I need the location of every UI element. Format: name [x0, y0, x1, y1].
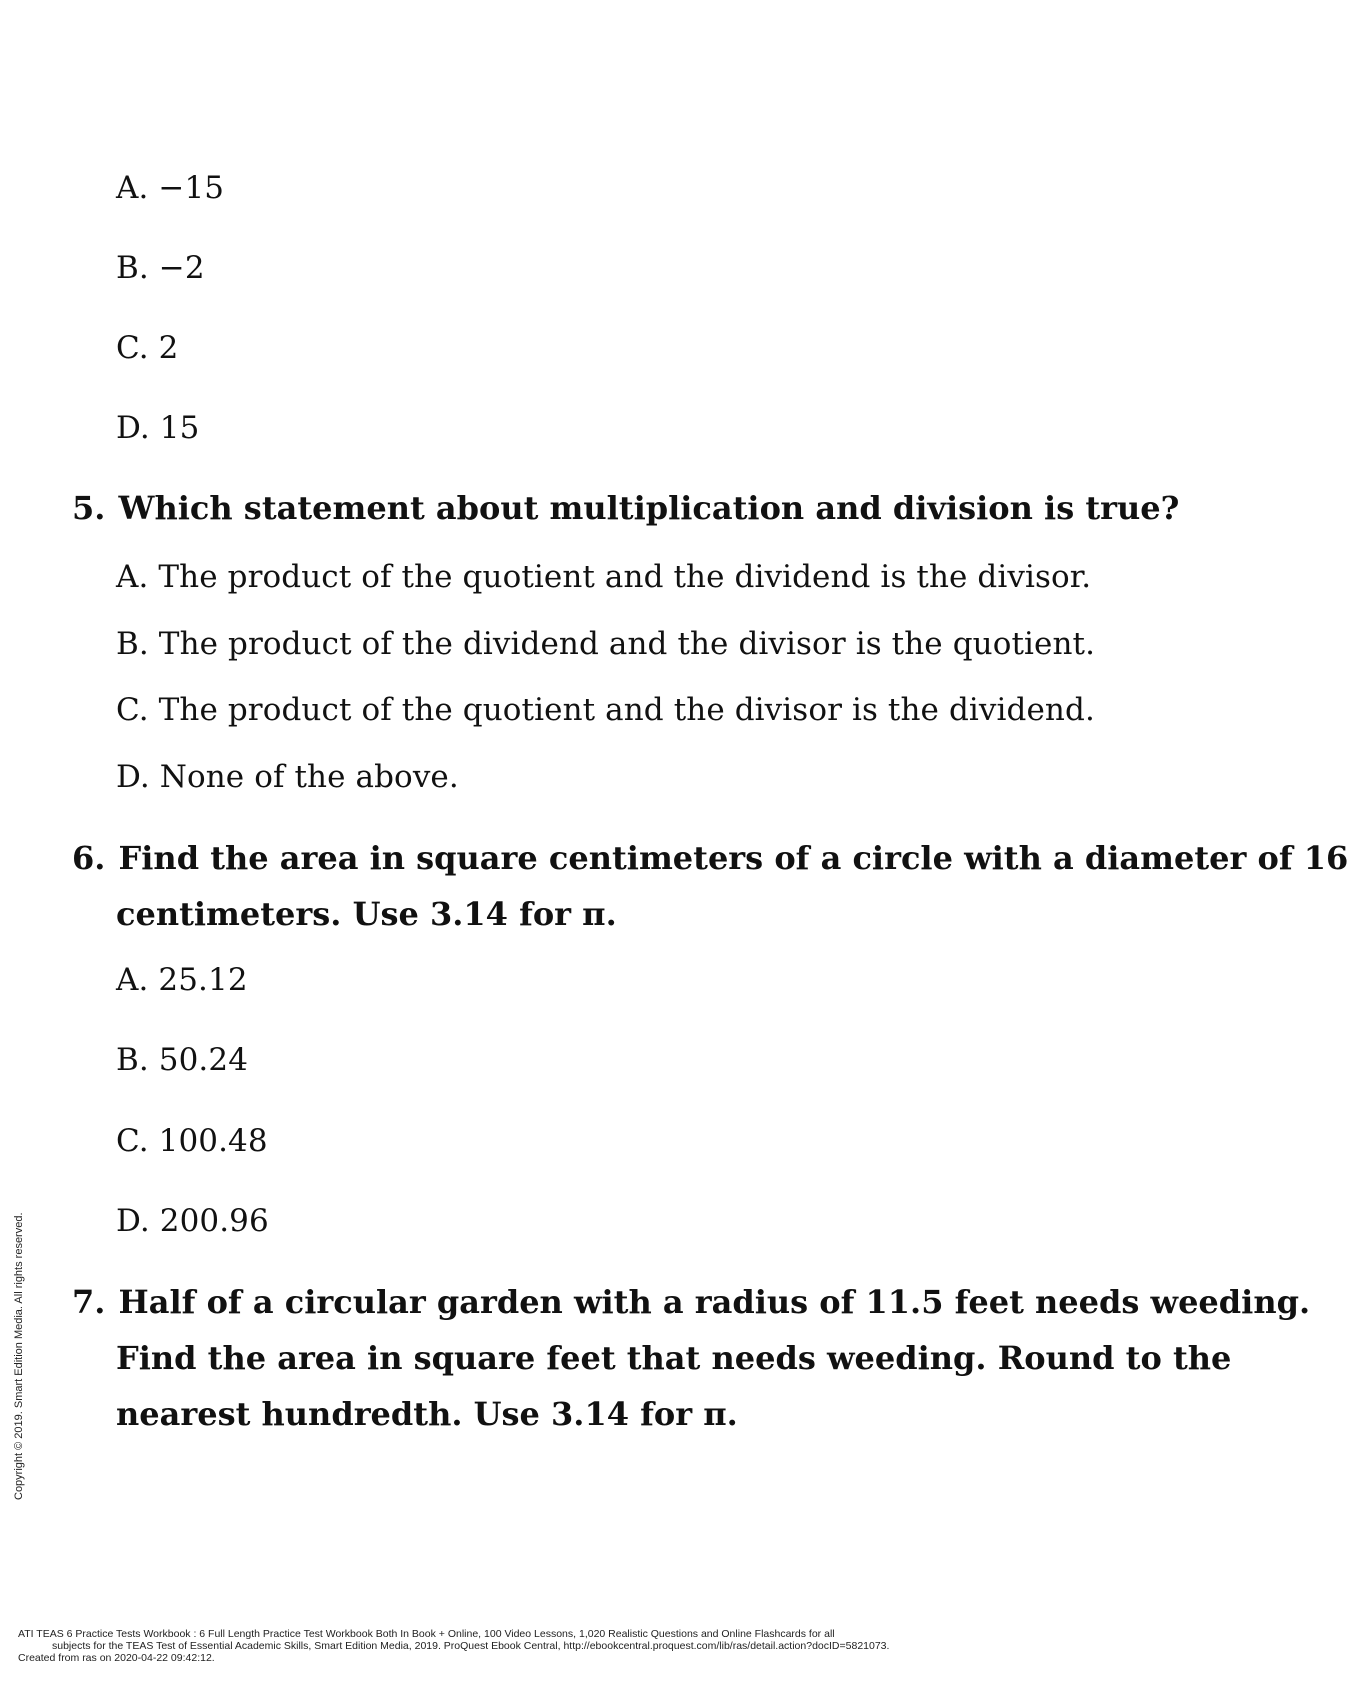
question-7-number: 7.: [72, 1283, 106, 1321]
copyright-notice: Copyright © 2019. Smart Edition Media. All rights reserved.: [13, 1212, 25, 1500]
q4-option-b: B. −2: [116, 250, 205, 286]
question-6: [72, 830, 1348, 942]
question-5-text: Which statement about multiplication and division is true?: [118, 489, 1180, 527]
question-6-number: 6.: [72, 839, 106, 877]
question-7-line-2: Find the area in square feet that needs weeding. Round to the: [116, 1339, 1232, 1377]
question-6-line-2: centimeters. Use 3.14 for π.: [116, 895, 617, 933]
q5-option-d: D. None of the above.: [116, 759, 459, 795]
footer-line-2: subjects for the TEAS Test of Essential Academic Skills, Smart Edition Media, 2019. ProQuest Ebook Central, http://ebookcentral.proquest.com/lib/ras/detail.action?docID=5821073.: [52, 1640, 890, 1652]
question-7-line-1: Half of a circular garden with a radius of 11.5 feet needs weeding.: [118, 1283, 1311, 1321]
footer-line-1: ATI TEAS 6 Practice Tests Workbook : 6 Full Length Practice Test Workbook Both In Book + Online, 100 Video Lessons, 1,020 Realistic Questions and Online Flashcards for all: [18, 1628, 835, 1640]
q6-option-c: C. 100.48: [116, 1123, 268, 1159]
footer-line-3: Created from ras on 2020-04-22 09:42:12.: [18, 1652, 215, 1664]
q5-option-c: C. The product of the quotient and the divisor is the dividend.: [116, 692, 1095, 728]
question-7: [72, 1274, 1310, 1442]
question-7-line-3: nearest hundredth. Use 3.14 for π.: [116, 1395, 738, 1433]
q6-option-b: B. 50.24: [116, 1042, 249, 1078]
q4-option-c: C. 2: [116, 330, 179, 366]
question-5-number: 5.: [72, 489, 106, 527]
q4-option-a: A. −15: [116, 170, 225, 206]
q6-option-a: A. 25.12: [116, 962, 248, 998]
footer-citation: [18, 1628, 889, 1664]
q4-option-d: D. 15: [116, 410, 200, 446]
q6-option-d: D. 200.96: [116, 1203, 269, 1239]
question-5: [72, 480, 1179, 536]
question-6-line-1: Find the area in square centimeters of a circle with a diameter of 16: [118, 839, 1348, 877]
q5-option-a: A. The product of the quotient and the dividend is the divisor.: [116, 559, 1092, 595]
q5-option-b: B. The product of the dividend and the divisor is the quotient.: [116, 626, 1096, 662]
